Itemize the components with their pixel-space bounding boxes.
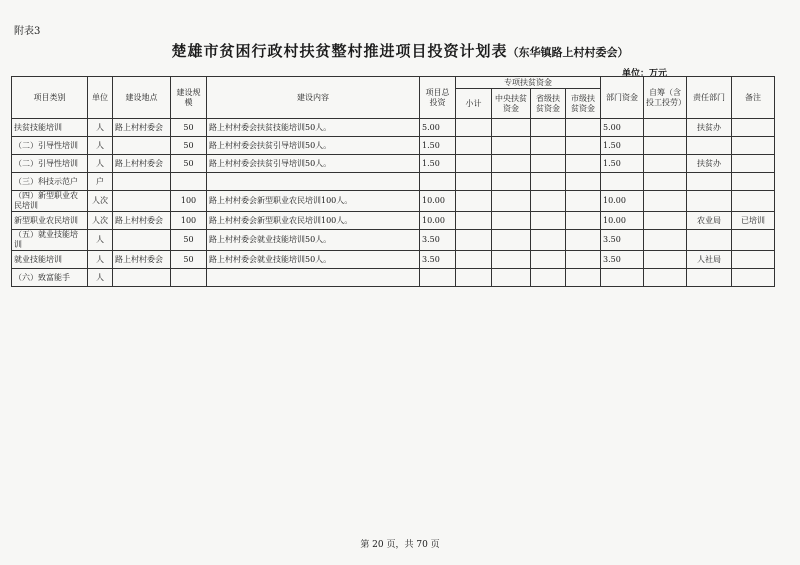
cell-total: 5.00 <box>420 119 456 137</box>
cell-self-fund <box>644 230 687 251</box>
cell-category: （六）致富能手 <box>12 269 88 287</box>
cell-dept-fund: 3.50 <box>601 251 644 269</box>
table-row <box>12 251 775 269</box>
cell-location: 路上村村委会 <box>113 251 171 269</box>
cell-scale: 100 <box>171 212 207 230</box>
cell-total: 10.00 <box>420 212 456 230</box>
cell-municipal <box>566 173 601 191</box>
cell-note <box>732 230 775 251</box>
cell-content: 路上村村委会就业技能培训50人。 <box>207 251 420 269</box>
cell-dept-fund: 1.50 <box>601 155 644 173</box>
header-note: 备注 <box>732 77 775 119</box>
table-row <box>12 155 775 173</box>
cell-total: 10.00 <box>420 191 456 212</box>
cell-responsible: 人社局 <box>687 251 732 269</box>
header-subtotal: 小计 <box>456 89 492 119</box>
cell-central <box>492 230 531 251</box>
cell-responsible: 扶贫办 <box>687 119 732 137</box>
cell-central <box>492 155 531 173</box>
cell-central <box>492 137 531 155</box>
cell-responsible <box>687 173 732 191</box>
cell-municipal <box>566 230 601 251</box>
cell-unit: 人 <box>88 119 113 137</box>
table-row <box>12 191 775 212</box>
cell-responsible <box>687 191 732 212</box>
cell-subtotal <box>456 191 492 212</box>
cell-unit: 人 <box>88 137 113 155</box>
cell-scale: 50 <box>171 230 207 251</box>
cell-location <box>113 173 171 191</box>
cell-subtotal <box>456 212 492 230</box>
header-self-fund: 自筹（含投工投劳） <box>644 77 687 119</box>
table-row <box>12 212 775 230</box>
cell-category: （三）科技示范户 <box>12 173 88 191</box>
header-provincial: 省级扶贫资金 <box>531 89 566 119</box>
cell-unit: 人 <box>88 155 113 173</box>
cell-central <box>492 251 531 269</box>
cell-municipal <box>566 137 601 155</box>
cell-dept-fund: 10.00 <box>601 212 644 230</box>
cell-municipal <box>566 155 601 173</box>
cell-content <box>207 173 420 191</box>
cell-responsible: 扶贫办 <box>687 155 732 173</box>
cell-provincial <box>531 269 566 287</box>
cell-category: （五）就业技能培训 <box>12 230 88 251</box>
table-row <box>12 119 775 137</box>
header-dept-fund: 部门资金 <box>601 77 644 119</box>
cell-scale <box>171 269 207 287</box>
cell-provincial <box>531 119 566 137</box>
header-total: 项目总投资 <box>420 77 456 119</box>
cell-note <box>732 191 775 212</box>
cell-total: 3.50 <box>420 230 456 251</box>
cell-self-fund <box>644 191 687 212</box>
cell-category: 扶贫技能培训 <box>12 119 88 137</box>
cell-central <box>492 119 531 137</box>
cell-note <box>732 173 775 191</box>
title-text: 楚雄市贫困行政村扶贫整村推进项目投资计划表 <box>171 42 508 60</box>
investment-plan-table <box>11 76 775 287</box>
cell-self-fund <box>644 269 687 287</box>
cell-municipal <box>566 251 601 269</box>
cell-dept-fund: 3.50 <box>601 230 644 251</box>
unit-label: 单位：万元 <box>622 69 668 79</box>
cell-category: （二）引导性培训 <box>12 155 88 173</box>
cell-subtotal <box>456 155 492 173</box>
cell-subtotal <box>456 119 492 137</box>
header-scale: 建设规模 <box>171 77 207 119</box>
cell-unit: 人次 <box>88 191 113 212</box>
cell-scale: 100 <box>171 191 207 212</box>
cell-scale: 50 <box>171 137 207 155</box>
cell-content: 路上村村委会扶贫引导培训50人。 <box>207 137 420 155</box>
cell-self-fund <box>644 173 687 191</box>
cell-self-fund <box>644 251 687 269</box>
cell-subtotal <box>456 251 492 269</box>
cell-provincial <box>531 230 566 251</box>
attachment-label: 附表3 <box>14 26 41 37</box>
cell-unit: 人 <box>88 269 113 287</box>
cell-location: 路上村村委会 <box>113 119 171 137</box>
header-unit: 单位 <box>88 77 113 119</box>
cell-central <box>492 191 531 212</box>
cell-scale: 50 <box>171 155 207 173</box>
cell-category: （二）引导性培训 <box>12 137 88 155</box>
cell-subtotal <box>456 269 492 287</box>
cell-total: 1.50 <box>420 155 456 173</box>
cell-unit: 人 <box>88 230 113 251</box>
cell-subtotal <box>456 230 492 251</box>
cell-category: （四）新型职业农民培训 <box>12 191 88 212</box>
cell-central <box>492 212 531 230</box>
cell-dept-fund <box>601 173 644 191</box>
cell-provincial <box>531 212 566 230</box>
cell-municipal <box>566 212 601 230</box>
cell-responsible: 农业局 <box>687 212 732 230</box>
cell-location <box>113 137 171 155</box>
cell-content <box>207 269 420 287</box>
cell-responsible <box>687 137 732 155</box>
cell-scale: 50 <box>171 119 207 137</box>
cell-provincial <box>531 251 566 269</box>
header-category: 项目类别 <box>12 77 88 119</box>
table-row <box>12 173 775 191</box>
table-row <box>12 137 775 155</box>
cell-self-fund <box>644 119 687 137</box>
cell-dept-fund: 1.50 <box>601 137 644 155</box>
cell-self-fund <box>644 212 687 230</box>
cell-unit: 人 <box>88 251 113 269</box>
cell-note <box>732 137 775 155</box>
header-special-fund: 专项扶贫资金 <box>456 77 601 89</box>
cell-scale <box>171 173 207 191</box>
cell-total <box>420 269 456 287</box>
cell-dept-fund <box>601 269 644 287</box>
cell-central <box>492 269 531 287</box>
cell-location <box>113 230 171 251</box>
cell-location <box>113 191 171 212</box>
cell-content: 路上村村委会新型职业农民培训100人。 <box>207 191 420 212</box>
cell-category: 就业技能培训 <box>12 251 88 269</box>
cell-unit: 户 <box>88 173 113 191</box>
cell-provincial <box>531 191 566 212</box>
table-row <box>12 269 775 287</box>
cell-responsible <box>687 230 732 251</box>
cell-self-fund <box>644 137 687 155</box>
cell-note <box>732 119 775 137</box>
cell-location: 路上村村委会 <box>113 155 171 173</box>
cell-note: 已培训 <box>732 212 775 230</box>
header-central: 中央扶贫资金 <box>492 89 531 119</box>
cell-responsible <box>687 269 732 287</box>
title-subtitle: （东华镇路上村村委会） <box>507 46 629 59</box>
cell-subtotal <box>456 137 492 155</box>
cell-provincial <box>531 173 566 191</box>
cell-dept-fund: 10.00 <box>601 191 644 212</box>
cell-municipal <box>566 269 601 287</box>
cell-municipal <box>566 119 601 137</box>
cell-unit: 人次 <box>88 212 113 230</box>
cell-total: 1.50 <box>420 137 456 155</box>
header-content: 建设内容 <box>207 77 420 119</box>
page-footer: 第 20 页，共 70 页 <box>360 540 440 550</box>
cell-subtotal <box>456 173 492 191</box>
cell-location: 路上村村委会 <box>113 212 171 230</box>
cell-scale: 50 <box>171 251 207 269</box>
cell-content: 路上村村委会新型职业农民培训100人。 <box>207 212 420 230</box>
cell-content: 路上村村委会扶贫引导培训50人。 <box>207 155 420 173</box>
table-row <box>12 230 775 251</box>
cell-provincial <box>531 137 566 155</box>
header-responsible: 责任部门 <box>687 77 732 119</box>
cell-total: 3.50 <box>420 251 456 269</box>
header-municipal: 市级扶贫资金 <box>566 89 601 119</box>
cell-central <box>492 173 531 191</box>
cell-note <box>732 251 775 269</box>
cell-total <box>420 173 456 191</box>
cell-self-fund <box>644 155 687 173</box>
cell-municipal <box>566 191 601 212</box>
cell-location <box>113 269 171 287</box>
document-title <box>0 40 800 61</box>
cell-category: 新型职业农民培训 <box>12 212 88 230</box>
cell-provincial <box>531 155 566 173</box>
header-location: 建设地点 <box>113 77 171 119</box>
cell-dept-fund: 5.00 <box>601 119 644 137</box>
cell-note <box>732 269 775 287</box>
cell-content: 路上村村委会扶贫技能培训50人。 <box>207 119 420 137</box>
cell-content: 路上村村委会就业技能培训50人。 <box>207 230 420 251</box>
cell-note <box>732 155 775 173</box>
